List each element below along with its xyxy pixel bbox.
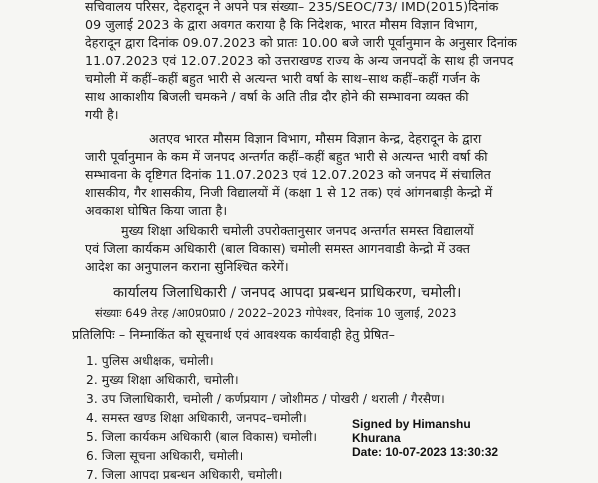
distribution-item: 4. समस्त खण्ड शिक्षा अधिकारी, जनपद–चमोली।: [86, 411, 307, 425]
distribution-item: 2. मुख्य शिक्षा अधिकारी, चमोली।: [86, 373, 239, 387]
body-line: एवं जिला कार्यकम अधिकारी (बाल विकास) चमोली समस्त आगनवाडी केन्द्रो में उक्त: [85, 241, 471, 256]
office-heading: कार्यालय जिलाधिकारी / जनपद आपदा प्रबन्धन प्राधिकरण, चमोली।: [113, 285, 462, 301]
body-line: गयी है।: [85, 107, 119, 122]
distribution-item: 6. जिला सूचना अधिकारी, चमोली।: [86, 449, 244, 463]
distribution-item: 5. जिला कार्यकम अधिकारी (बाल विकास) चमोली।: [86, 430, 318, 444]
body-line: सम्भावना के दृष्टिगत दिनांक 11.07.2023 एवं 12.07.2023 को जनपद में संचालित: [85, 167, 491, 182]
body-line: शासकीय, गैर शासकीय, निजी विद्यालयों में (कक्षा 1 से 12 तक) एवं आंगनबाड़ी केन्द्रो में: [85, 185, 493, 200]
body-line: सचिवालय परिसर, देहरादून ने अपने पत्र संख्या– 235/SEOC/73/ IMD(2015)दिनांक: [85, 0, 499, 14]
body-line: देहरादून द्वारा दिनांक 09.07.2023 को प्रातः 10.00 बजे जारी पूर्वानुमान के अनुसार दिनांक: [85, 35, 518, 50]
body-line: 11.07.2023 एवं 12.07.2023 को उत्तराखण्ड राज्य के अन्य जनपदों के साथ ही जनपद: [85, 53, 514, 68]
body-line: अतएव भारत मौसम विज्ञान विभाग, मौसम विज्ञान केन्द्र, देहरादून के द्वारा: [149, 131, 482, 146]
body-line: चमोली में कहीं–कहीं बहुत भारी से अत्यन्त भारी वर्षा के साथ–साथ कहीं–कहीं गर्जन के: [85, 71, 480, 86]
distribution-item: 3. उप जिलाधिकारी, चमोली / कर्णप्रयाग / जोशीमठ / पोखरी / थराली / गैरसैण।: [86, 392, 445, 406]
copy-to-line: प्रतिलिपिः – निम्नाकिंत को सूचनार्थ एवं आवश्यक कार्यवाही हेतु प्रेषित–: [72, 327, 396, 342]
body-line: मुख्य शिक्षा अधिकारी चमोली उपरोक्तानुसार जनपद अन्तर्गत समस्त विद्यालयों: [121, 223, 474, 238]
body-line: अवकाश घोषित किया जाता है।: [85, 203, 228, 218]
digital-signature: [352, 417, 582, 459]
body-line: आदेश का अनुपालन कराना सुनिश्चित करेगें।: [85, 259, 289, 274]
body-line: 09 जुलाई 2023 के द्वारा अवगत कराया है कि निदेशक, भारत मौसम विज्ञान विभाग,: [85, 17, 478, 32]
signature-date: Date: 10-07-2023 13:30:32: [352, 445, 499, 459]
signature-name: Khurana: [352, 431, 401, 445]
body-line: जारी पूर्वानुमान के कम में जनपद अन्तर्गत कहीं–कहीं बहुत भारी से अत्यन्त भारी वर्षा की: [85, 149, 488, 164]
distribution-item: 1. पुलिस अधीक्षक, चमोली।: [86, 354, 214, 368]
reference-line: संख्याः 649 तेरह /आ0प्र0प्रा0 / 2022–2023 गोपेश्वर, दिनांक 10 जुलाई, 2023: [95, 306, 457, 320]
distribution-item: 7. जिला आपदा प्रबन्धन अधिकारी, चमोली।: [86, 468, 283, 482]
signature-signed-by: Signed by Himanshu: [352, 417, 471, 431]
body-line: साथ आकाशीय बिजली चमकने / वर्षा के अति तीव्र दौर होने की सम्भावना व्यक्त की: [85, 89, 469, 104]
